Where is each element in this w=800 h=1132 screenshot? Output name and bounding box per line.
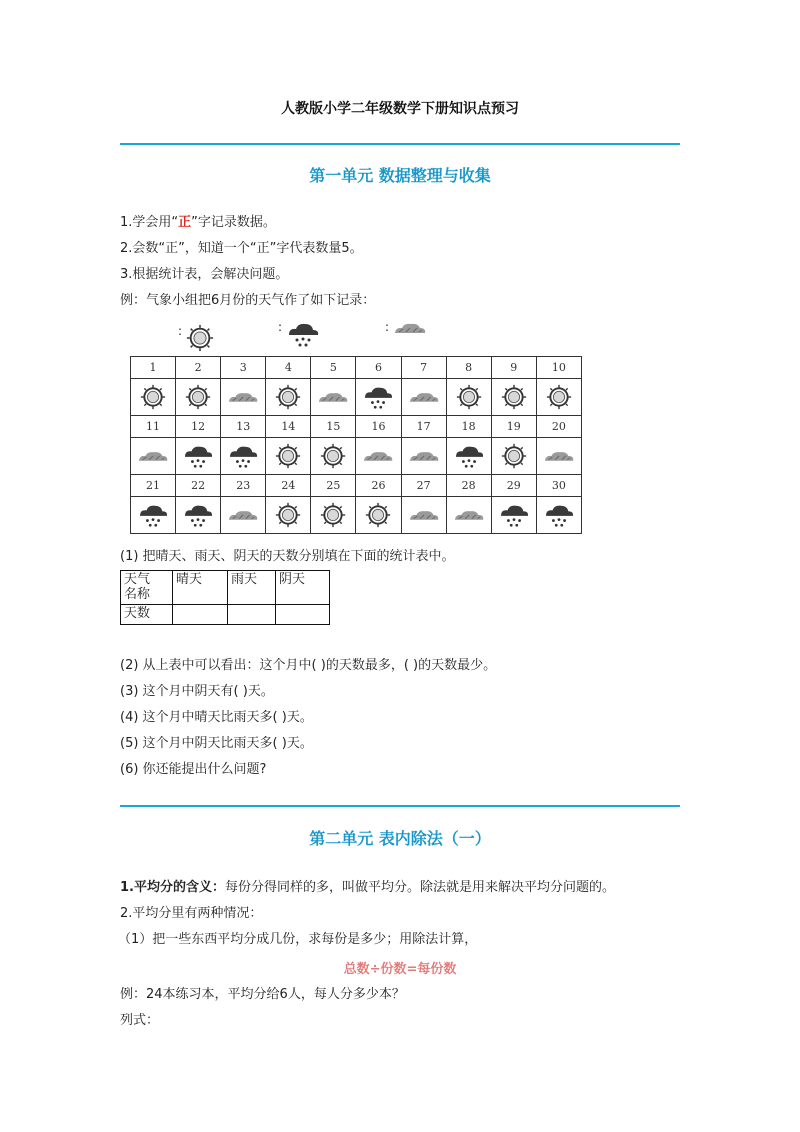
- calendar-weather-cell: [266, 438, 311, 475]
- rain-cloud-icon: [543, 502, 575, 528]
- calendar-weather-cell: [131, 379, 176, 416]
- calendar-day-number: 16: [356, 416, 401, 438]
- calendar-day-number: 30: [536, 475, 581, 497]
- calendar-day-number: 29: [491, 475, 536, 497]
- calendar-day-number: 24: [266, 475, 311, 497]
- rain-cloud-icon: [362, 384, 394, 410]
- calendar-day-number: 1: [131, 357, 176, 379]
- stats-days-row: [121, 605, 330, 625]
- calendar-day-number: 3: [221, 357, 266, 379]
- calendar-weather-cell: [221, 438, 266, 475]
- stats-col-cloudy: 阴天: [276, 571, 330, 605]
- calendar-day-number: 17: [401, 416, 446, 438]
- legend-rain: [278, 320, 320, 348]
- overcast-cloud-icon: [227, 507, 259, 523]
- calendar-weather-cell: [446, 379, 491, 416]
- calendar-weather-cell: [536, 497, 581, 534]
- calendar-weather-cell: [266, 379, 311, 416]
- calendar-day-number: 21: [131, 475, 176, 497]
- calendar-day-number: 25: [311, 475, 356, 497]
- sun-icon: [140, 384, 166, 410]
- question-2: (2) 从上表中可以看出：这个月中( )的天数最多，( )的天数最少。: [120, 658, 497, 673]
- calendar-day-number: 26: [356, 475, 401, 497]
- calendar-day-number: 5: [311, 357, 356, 379]
- calendar-day-number: 18: [446, 416, 491, 438]
- calendar-day-row: [131, 357, 582, 379]
- calendar-day-number: 15: [311, 416, 356, 438]
- legend-sun: [178, 324, 214, 352]
- overcast-cloud-icon: [362, 448, 394, 464]
- sun-icon: [320, 443, 346, 469]
- point-1-text-b: ”字记录数据。: [191, 215, 276, 230]
- calendar-day-number: 4: [266, 357, 311, 379]
- rain-cloud-icon: [498, 502, 530, 528]
- statistics-table: [120, 570, 330, 625]
- calendar-day-number: 12: [176, 416, 221, 438]
- sun-icon: [501, 443, 527, 469]
- zheng-char-highlight: 正: [178, 215, 192, 230]
- stats-cell-rainy-blank[interactable]: [228, 605, 276, 625]
- legend-cloudy: [385, 320, 427, 336]
- unit2-point-2: 2.平均分里有两种情况：: [120, 906, 263, 921]
- definition-label: 1.平均分的含义：: [120, 880, 225, 895]
- calendar-weather-cell: [491, 438, 536, 475]
- overcast-cloud-icon: [317, 389, 349, 405]
- overcast-cloud-icon: [227, 389, 259, 405]
- sun-icon: [320, 502, 346, 528]
- calendar-weather-row: [131, 497, 582, 534]
- unit2-solve-label: 列式：: [120, 1013, 160, 1028]
- divider-unit2: [120, 805, 680, 807]
- calendar-weather-cell: [176, 438, 221, 475]
- question-6: (6) 你还能提出什么问题?: [120, 762, 267, 777]
- overcast-cloud-icon: [408, 507, 440, 523]
- calendar-weather-row: [131, 379, 582, 416]
- calendar-day-number: 9: [491, 357, 536, 379]
- unit2-example: 例：24本练习本，平均分给6人，每人分多少本？: [120, 987, 405, 1002]
- sun-icon: [501, 384, 527, 410]
- calendar-day-number: 23: [221, 475, 266, 497]
- head-line-2: 名称: [124, 587, 151, 602]
- stats-head-weather-name: [121, 571, 173, 605]
- head-line-1: 天气: [124, 572, 151, 587]
- division-formula: 总数÷份数=每份数: [343, 962, 457, 977]
- calendar-weather-cell: [401, 438, 446, 475]
- question-1: (1) 把晴天、雨天、阴天的天数分别填在下面的统计表中。: [120, 549, 455, 564]
- legend-colon: :: [385, 320, 390, 334]
- sun-icon: [546, 384, 572, 410]
- calendar-weather-cell: [536, 438, 581, 475]
- calendar-day-number: 19: [491, 416, 536, 438]
- rain-cloud-icon: [182, 443, 214, 469]
- calendar-day-row: [131, 475, 582, 497]
- unit2-title: 第二单元 表内除法（一）: [309, 829, 491, 848]
- overcast-cloud-icon: [393, 320, 427, 336]
- sun-icon: [275, 384, 301, 410]
- legend-colon: :: [178, 324, 183, 338]
- unit1-title: 第一单元 数据整理与收集: [309, 166, 491, 185]
- calendar-weather-cell: [401, 497, 446, 534]
- document-title: 人教版小学二年级数学下册知识点预习: [281, 101, 519, 117]
- sun-icon: [456, 384, 482, 410]
- sun-icon: [275, 443, 301, 469]
- unit1-point-1: [120, 214, 276, 232]
- sun-icon: [185, 384, 211, 410]
- stats-cell-sunny-blank[interactable]: [173, 605, 228, 625]
- calendar-weather-cell: [356, 379, 401, 416]
- calendar-day-row: [131, 416, 582, 438]
- unit1-point-2: 2.会数“正”，知道一个“正”字代表数量5。: [120, 241, 363, 256]
- rain-cloud-icon: [227, 443, 259, 469]
- calendar-weather-cell: [176, 497, 221, 534]
- point-1-text-a: 1.学会用“: [120, 215, 179, 230]
- stats-cell-cloudy-blank[interactable]: [276, 605, 330, 625]
- calendar-day-number: 10: [536, 357, 581, 379]
- calendar-day-number: 27: [401, 475, 446, 497]
- calendar-day-number: 14: [266, 416, 311, 438]
- calendar-weather-cell: [311, 497, 356, 534]
- calendar-weather-cell: [356, 497, 401, 534]
- calendar-day-number: 2: [176, 357, 221, 379]
- calendar-weather-cell: [221, 379, 266, 416]
- calendar-weather-cell: [131, 497, 176, 534]
- stats-col-rainy: 雨天: [228, 571, 276, 605]
- calendar-weather-cell: [176, 379, 221, 416]
- stats-col-sunny: 晴天: [173, 571, 228, 605]
- question-5: (5) 这个月中阴天比雨天多( )天。: [120, 736, 313, 751]
- sun-icon: [275, 502, 301, 528]
- overcast-cloud-icon: [137, 448, 169, 464]
- stats-header-row: [121, 571, 330, 605]
- stats-row-days: 天数: [121, 605, 173, 625]
- unit2-point-1: [120, 879, 615, 897]
- unit2-case-1: （1）把一些东西平均分成几份，求每份是多少；用除法计算，: [118, 932, 478, 947]
- calendar-day-number: 20: [536, 416, 581, 438]
- calendar-weather-cell: [401, 379, 446, 416]
- calendar-weather-cell: [311, 379, 356, 416]
- definition-text: 每份分得同样的多，叫做平均分。除法就是用来解决平均分问题的。: [224, 880, 615, 895]
- calendar-day-number: 22: [176, 475, 221, 497]
- calendar-day-number: 7: [401, 357, 446, 379]
- calendar-weather-cell: [446, 438, 491, 475]
- sun-icon: [186, 324, 214, 352]
- unit1-example: 例：气象小组把6月份的天气作了如下记录：: [120, 293, 376, 308]
- calendar-weather-cell: [491, 379, 536, 416]
- calendar-weather-row: [131, 438, 582, 475]
- calendar-day-number: 28: [446, 475, 491, 497]
- rain-cloud-icon: [182, 502, 214, 528]
- legend-colon: :: [278, 320, 283, 334]
- calendar-weather-cell: [266, 497, 311, 534]
- weather-calendar: [130, 356, 582, 534]
- calendar-weather-cell: [446, 497, 491, 534]
- calendar-day-number: 6: [356, 357, 401, 379]
- calendar-weather-cell: [311, 438, 356, 475]
- weather-legend: [130, 320, 590, 352]
- overcast-cloud-icon: [453, 507, 485, 523]
- calendar-day-number: 11: [131, 416, 176, 438]
- overcast-cloud-icon: [408, 448, 440, 464]
- calendar-weather-cell: [491, 497, 536, 534]
- calendar-weather-cell: [221, 497, 266, 534]
- question-4: (4) 这个月中晴天比雨天多( )天。: [120, 710, 313, 725]
- calendar-weather-cell: [536, 379, 581, 416]
- rain-cloud-icon: [286, 320, 320, 348]
- rain-cloud-icon: [453, 443, 485, 469]
- calendar-day-number: 8: [446, 357, 491, 379]
- unit1-point-3: 3.根据统计表，会解决问题。: [120, 267, 289, 282]
- calendar-day-number: 13: [221, 416, 266, 438]
- overcast-cloud-icon: [543, 448, 575, 464]
- overcast-cloud-icon: [408, 389, 440, 405]
- divider-unit1: [120, 143, 680, 145]
- calendar-weather-cell: [131, 438, 176, 475]
- question-3: (3) 这个月中阴天有( )天。: [120, 684, 274, 699]
- rain-cloud-icon: [137, 502, 169, 528]
- calendar-weather-cell: [356, 438, 401, 475]
- sun-icon: [365, 502, 391, 528]
